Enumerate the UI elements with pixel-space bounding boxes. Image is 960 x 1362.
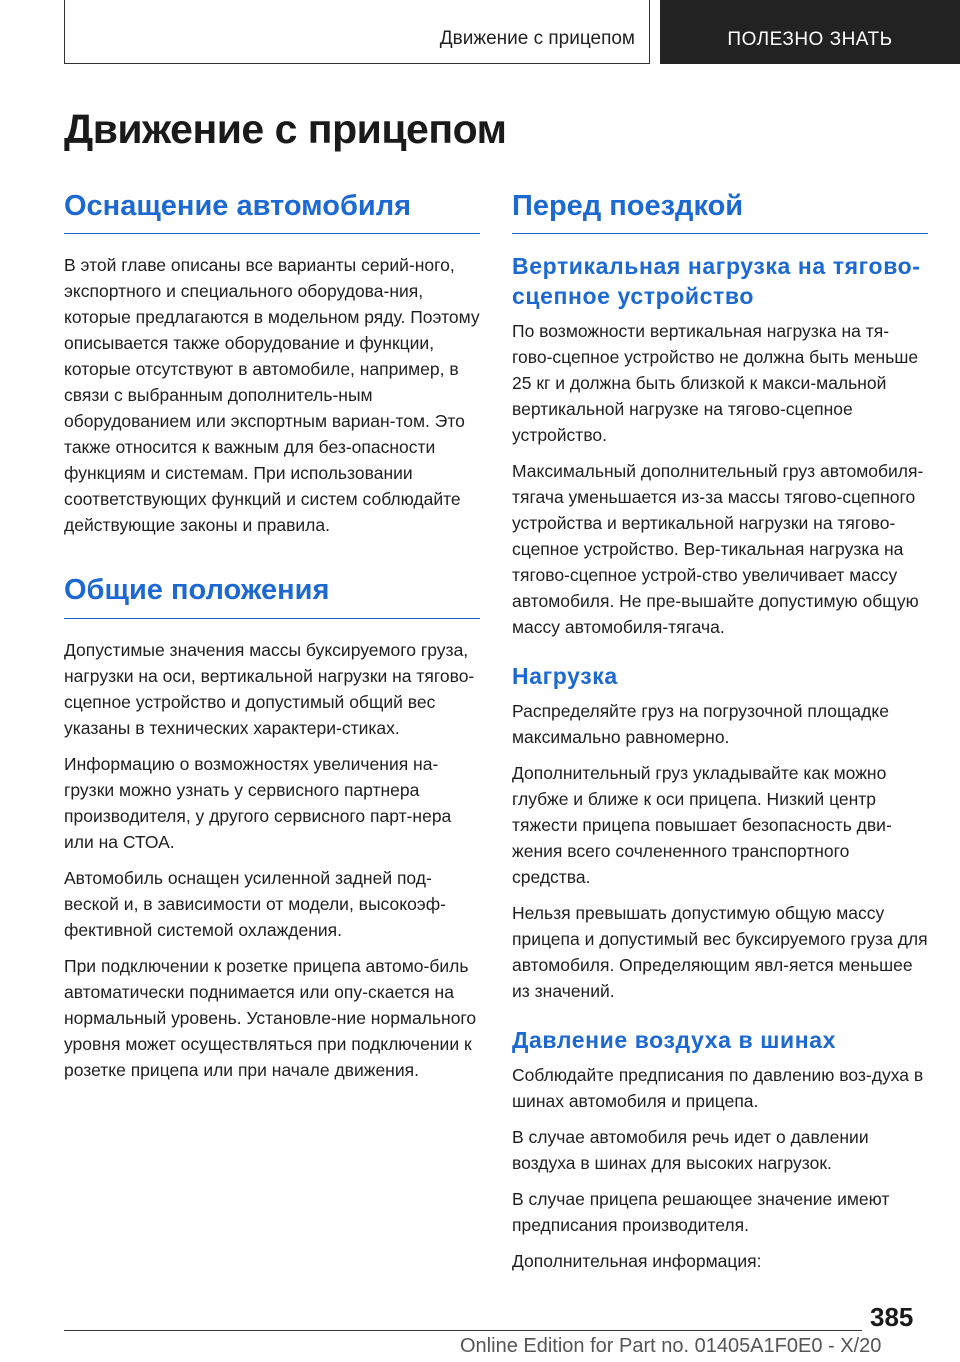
- paragraph-load-1: Распределяйте груз на погрузочной площадке максимально равномерно.: [512, 701, 889, 748]
- heading-general: Общие положения: [64, 574, 480, 618]
- header-tab-label: ПОЛЕЗНО ЗНАТЬ: [727, 29, 893, 50]
- paragraph-equipment: В этой главе описаны все варианты серий-ного, экспортного и специального оборудова-ния, которые предлагаются в модельном ряду. Поэтому описывается также оборудование и функции, которые отсутствуют в автомобиле, например, в связи с выбранным дополнитель-ным оборудованием или экспортным вариан-том. Это также относится к важным для без-опасности функциям и системам. При использовании соответствующих функций и систем соблюдайте действующие законы и правила.: [64, 255, 480, 536]
- footer-edition: Online Edition for Part no. 01405A1F0E0 - X/20: [460, 1335, 882, 1357]
- paragraph-pressure-4: Дополнительная информация:: [512, 1250, 762, 1271]
- header-section-label: Движение с прицепом: [439, 28, 635, 49]
- paragraph-vertical-1: По возможности вертикальная нагрузка на тя-гово-сцепное устройство не должна быть меньше 25 кг и должна быть близкой к макси-мальной вертикальной нагрузке на тягово-сцепное устройство.: [512, 321, 919, 446]
- footer-divider: [64, 1330, 862, 1331]
- header-section-title: [64, 0, 650, 64]
- heading-vertical-load: Вертикальная нагрузка на тягово-сцепное устройство: [512, 253, 921, 310]
- page-title: Движение с прицепом: [64, 106, 507, 152]
- paragraph-load-3: Нельзя превышать допустимую общую массу прицепа и допустимый вес буксируемого груза для автомобиля. Определяющим явл-яется меньшее из значений.: [512, 903, 928, 1002]
- page-number: 385: [870, 1302, 914, 1332]
- paragraph-general-3: Автомобиль оснащен усиленной задней под-веской и, в зависимости от модели, высокоэф-фективной системой охлаждения.: [64, 867, 446, 940]
- left-column: [64, 190, 480, 1093]
- paragraph-pressure-1: Соблюдайте предписания по давлению воз-духа в шинах автомобиля и прицепа.: [512, 1064, 924, 1111]
- paragraph-vertical-2: Максимальный дополнительный груз автомобиля-тягача уменьшается из-за массы тягово-сцепного устройства и вертикальной нагрузки на тягово-сцепное устройство. Вер-тикальная нагрузка на тягово-сцепное устрой-ство увеличивает массу автомобиля. Не пре-вышайте допустимую общую массу автомобиля-тягача.: [512, 461, 924, 638]
- paragraph-pressure-2: В случае автомобиля речь идет о давлении воздуха в шинах для высоких нагрузок.: [512, 1126, 869, 1173]
- heading-tire-pressure: Давление воздуха в шинах: [512, 1027, 836, 1054]
- paragraph-load-2: Дополнительный груз укладывайте как можно глубже и ближе к оси прицепа. Низкий центр тяжести прицепа повышает безопасность дви-жения всего сочлененного транспортного средства.: [512, 763, 892, 888]
- heading-equipment: Оснащение автомобиля: [64, 190, 480, 234]
- paragraph-general-1: Допустимые значения массы буксируемого груза, нагрузки на оси, вертикальной нагрузки на тягово-сцепное устройство и допустимый общий вес указаны в технических характери-стиках.: [64, 639, 475, 738]
- paragraph-pressure-3: В случае прицепа решающее значение имеют предписания производителя.: [512, 1188, 890, 1235]
- heading-before-trip: Перед поездкой: [512, 190, 928, 234]
- heading-load: Нагрузка: [512, 663, 618, 690]
- paragraph-general-4: При подключении к розетке прицепа автомо-биль автоматически поднимается или опу-скается на нормальный уровень. Установле-ние нормального уровня может осуществляться при подключении к розетке прицепа или при начале движения.: [64, 955, 477, 1080]
- right-column: [512, 190, 928, 1284]
- paragraph-general-2: Информацию о возможностях увеличения на-грузки можно узнать у сервисного партнера производителя, у другого сервисного парт-нера или на СТОА.: [64, 753, 452, 852]
- header-tab[interactable]: [660, 0, 960, 64]
